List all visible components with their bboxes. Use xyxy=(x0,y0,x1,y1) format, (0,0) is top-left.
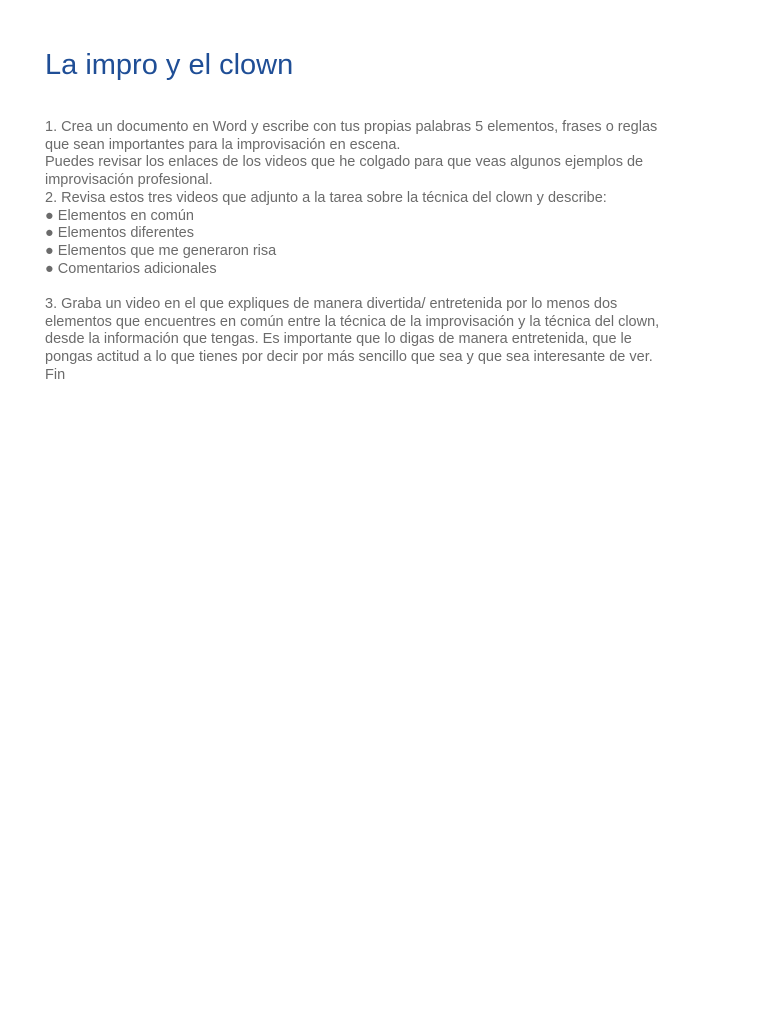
text-line: 1. Crea un documento en Word y escribe con tus propias palabras 5 elementos, frases o reglas xyxy=(45,119,658,135)
text-line: pongas actitud a lo que tienes por decir por más sencillo que sea y que sea interesante de ver. xyxy=(45,349,653,366)
document-body xyxy=(45,119,728,385)
instruction-paragraph-3 xyxy=(45,296,728,385)
text-line: desde la información que tengas. Es importante que lo digas de manera entretenida, que le xyxy=(45,331,632,348)
paragraph-gap xyxy=(45,278,728,296)
text-line: que sean importantes para la improvisación en escena. xyxy=(45,136,401,153)
text-line: elementos que encuentres en común entre la técnica de la improvisación y la técnica del clown, xyxy=(45,313,660,330)
text-line: improvisación profesional. xyxy=(45,172,213,189)
text-line: Puedes revisar los enlaces de los videos que he colgado para que veas algunos ejemplos de xyxy=(45,154,644,171)
text-line: 2. Revisa estos tres videos que adjunto a la tarea sobre la técnica del clown y describe: xyxy=(45,189,607,206)
text-line: Fin xyxy=(45,366,66,383)
page-title: La impro y el clown xyxy=(45,49,294,81)
text-line: 3. Graba un video en el que expliques de manera divertida/ entretenida por lo menos dos xyxy=(45,296,618,313)
bullet-item: ● Elementos en común xyxy=(45,207,195,224)
bullet-item: ● Comentarios adicionales xyxy=(45,260,217,277)
bullet-list xyxy=(45,208,728,279)
bullet-item: ● Elementos que me generaron risa xyxy=(45,242,277,259)
bullet-item: ● Elementos diferentes xyxy=(45,225,195,242)
instruction-paragraph-1 xyxy=(45,119,728,208)
